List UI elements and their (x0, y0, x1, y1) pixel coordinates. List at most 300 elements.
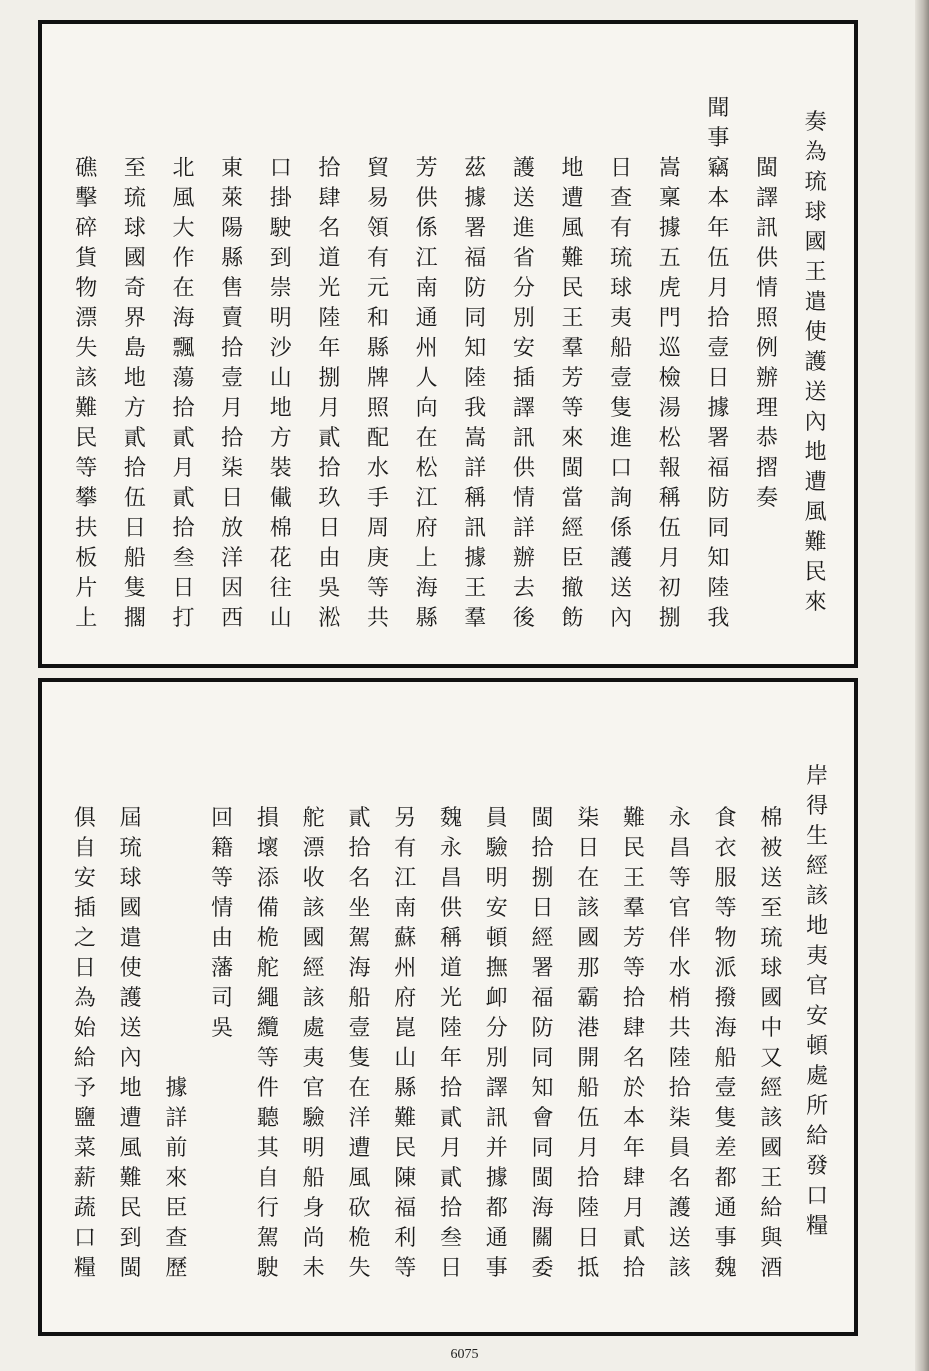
glyph: 安 (512, 336, 535, 361)
glyph: 日 (318, 516, 341, 541)
glyph: 羣 (464, 606, 487, 631)
glyph: 同 (707, 516, 730, 541)
text-column (208, 24, 257, 664)
glyph: 別 (485, 1046, 508, 1071)
text-column (548, 24, 597, 664)
glyph: 庚 (367, 546, 390, 571)
glyph: 署 (707, 426, 730, 451)
glyph: 署 (464, 216, 487, 241)
glyph: 等 (211, 866, 234, 891)
glyph: 摺 (756, 456, 779, 481)
glyph: 貳 (623, 1226, 646, 1251)
glyph: 壞 (256, 836, 279, 861)
glyph: 係 (415, 216, 438, 241)
glyph: 初 (658, 576, 681, 601)
glyph: 查 (610, 186, 633, 211)
glyph: 昌 (439, 866, 462, 891)
glyph: 竊 (707, 156, 730, 181)
glyph: 該 (806, 884, 829, 909)
glyph: 閩 (119, 1256, 142, 1281)
glyph: 船 (610, 336, 633, 361)
glyph: 駕 (348, 926, 371, 951)
glyph: 護 (668, 1196, 691, 1221)
glyph: 拾 (707, 306, 730, 331)
glyph: 始 (73, 1016, 96, 1041)
glyph: 報 (658, 456, 681, 481)
glyph: 等 (256, 1046, 279, 1071)
glyph: 失 (348, 1256, 371, 1281)
glyph: 聞 (707, 96, 730, 121)
glyph: 崇 (269, 276, 292, 301)
text-column (199, 682, 245, 1332)
glyph: 東 (221, 156, 244, 181)
text-column (428, 682, 474, 1332)
glyph: 福 (464, 246, 487, 271)
glyph: 自 (256, 1166, 279, 1191)
glyph: 海 (531, 1196, 554, 1221)
glyph: 官 (806, 974, 829, 999)
glyph: 人 (415, 366, 438, 391)
glyph: 查 (165, 1226, 188, 1251)
glyph: 纜 (256, 1016, 279, 1041)
glyph: 光 (439, 986, 462, 1011)
glyph: 詢 (610, 486, 633, 511)
glyph: 上 (75, 606, 98, 631)
glyph: 係 (610, 516, 633, 541)
glyph: 該 (577, 896, 600, 921)
glyph: 陸 (318, 306, 341, 331)
glyph: 名 (348, 866, 371, 891)
glyph: 貳 (172, 486, 195, 511)
glyph: 譯 (756, 186, 779, 211)
glyph: 海 (714, 1016, 737, 1041)
glyph: 球 (804, 200, 827, 225)
glyph: 方 (269, 426, 292, 451)
glyph: 地 (806, 914, 829, 939)
glyph: 縣 (221, 246, 244, 271)
glyph: 柒 (668, 1106, 691, 1131)
text-column (154, 682, 200, 1332)
glyph: 拾 (439, 1076, 462, 1101)
glyph: 陸 (577, 1196, 600, 1221)
glyph: 在 (172, 276, 195, 301)
glyph: 風 (172, 186, 195, 211)
glyph: 詳 (464, 456, 487, 481)
glyph: 年 (707, 216, 730, 241)
glyph: 貿 (367, 156, 390, 181)
glyph: 球 (123, 216, 146, 241)
glyph: 月 (658, 546, 681, 571)
glyph: 等 (668, 866, 691, 891)
glyph: 給 (760, 1196, 783, 1221)
glyph: 年 (623, 1136, 646, 1161)
glyph: 道 (439, 956, 462, 981)
glyph: 隻 (123, 576, 146, 601)
glyph: 藩 (211, 956, 234, 981)
glyph: 打 (172, 606, 195, 631)
glyph: 貳 (439, 1106, 462, 1131)
glyph: 得 (806, 794, 829, 819)
glyph: 當 (561, 486, 584, 511)
glyph: 民 (804, 560, 827, 585)
glyph: 稟 (658, 186, 681, 211)
glyph: 送 (760, 866, 783, 891)
glyph: 遣 (804, 290, 827, 315)
glyph: 糧 (806, 1214, 829, 1239)
memorial-panel-top (38, 20, 858, 668)
glyph: 我 (464, 396, 487, 421)
glyph: 收 (302, 866, 325, 891)
glyph: 縣 (367, 336, 390, 361)
glyph: 陸 (668, 1046, 691, 1071)
glyph: 該 (302, 896, 325, 921)
glyph: 籍 (211, 836, 234, 861)
glyph: 予 (73, 1076, 96, 1101)
glyph: 至 (123, 156, 146, 181)
glyph: 淞 (318, 606, 341, 631)
glyph: 日 (577, 1226, 600, 1251)
glyph: 陸 (464, 366, 487, 391)
glyph: 該 (302, 986, 325, 1011)
glyph: 處 (302, 1016, 325, 1041)
text-column (111, 24, 160, 664)
glyph: 拾 (172, 516, 195, 541)
glyph: 所 (806, 1094, 829, 1119)
text-column (451, 24, 500, 664)
text-column (337, 682, 383, 1332)
text-column (694, 24, 743, 664)
glyph: 江 (415, 486, 438, 511)
glyph: 崑 (394, 1016, 417, 1041)
glyph: 王 (561, 306, 584, 331)
glyph: 芳 (415, 156, 438, 181)
glyph: 海 (415, 576, 438, 601)
glyph: 球 (610, 276, 633, 301)
glyph: 內 (804, 410, 827, 435)
glyph: 五 (658, 246, 681, 271)
glyph: 難 (75, 396, 98, 421)
glyph: 州 (394, 956, 417, 981)
glyph: 臣 (165, 1196, 188, 1221)
glyph: 月 (623, 1196, 646, 1221)
text-column (108, 682, 154, 1332)
glyph: 門 (658, 306, 681, 331)
text-column (520, 682, 566, 1332)
glyph: 柒 (221, 456, 244, 481)
glyph: 貨 (75, 246, 98, 271)
glyph: 國 (760, 986, 783, 1011)
glyph: 閩 (756, 156, 779, 181)
glyph: 為 (73, 986, 96, 1011)
glyph: 護 (804, 350, 827, 375)
glyph: 琉 (123, 186, 146, 211)
glyph: 送 (804, 380, 827, 405)
glyph: 儎 (269, 486, 292, 511)
text-column (159, 24, 208, 664)
glyph: 歷 (165, 1256, 188, 1281)
glyph: 等 (714, 896, 737, 921)
text-column (611, 682, 657, 1332)
glyph: 道 (318, 246, 341, 271)
glyph: 領 (367, 216, 390, 241)
glyph: 安 (73, 866, 96, 891)
glyph: 據 (464, 546, 487, 571)
glyph: 給 (806, 1124, 829, 1149)
glyph: 奇 (123, 276, 146, 301)
glyph: 向 (415, 396, 438, 421)
glyph: 撤 (561, 576, 584, 601)
glyph: 蔬 (73, 1196, 96, 1221)
glyph: 日 (172, 576, 195, 601)
glyph: 司 (211, 986, 234, 1011)
glyph: 驗 (485, 836, 508, 861)
glyph: 譯 (512, 396, 535, 421)
glyph: 名 (318, 216, 341, 241)
glyph: 口 (269, 156, 292, 181)
glyph: 棉 (760, 806, 783, 831)
page-number: 6075 (450, 1347, 479, 1362)
glyph: 梢 (668, 986, 691, 1011)
text-columns-top (42, 24, 854, 664)
text-column (597, 24, 646, 664)
text-column (791, 24, 840, 664)
glyph: 訊 (756, 216, 779, 241)
glyph: 伍 (577, 1106, 600, 1131)
glyph: 防 (464, 276, 487, 301)
glyph: 去 (512, 576, 535, 601)
text-column (305, 24, 354, 664)
glyph: 該 (760, 1106, 783, 1131)
glyph: 經 (760, 1076, 783, 1101)
glyph: 前 (165, 1136, 188, 1161)
glyph: 關 (531, 1226, 554, 1251)
text-column (743, 24, 792, 664)
glyph: 府 (394, 986, 417, 1011)
glyph: 事 (485, 1256, 508, 1281)
glyph: 國 (119, 896, 142, 921)
glyph: 嵩 (658, 156, 681, 181)
glyph: 據 (658, 216, 681, 241)
glyph: 據 (165, 1076, 188, 1101)
glyph: 日 (707, 366, 730, 391)
glyph: 送 (119, 1016, 142, 1041)
glyph: 送 (512, 186, 535, 211)
glyph: 件 (256, 1076, 279, 1101)
glyph: 據 (707, 396, 730, 421)
glyph: 永 (439, 836, 462, 861)
glyph: 插 (73, 896, 96, 921)
glyph: 隻 (348, 1046, 371, 1071)
glyph: 王 (623, 866, 646, 891)
glyph: 日 (577, 836, 600, 861)
glyph: 尚 (302, 1226, 325, 1251)
glyph: 聽 (256, 1106, 279, 1131)
glyph (162, 1014, 190, 1044)
glyph: 琉 (610, 246, 633, 271)
glyph: 風 (804, 500, 827, 525)
glyph: 中 (760, 1016, 783, 1041)
glyph: 吳 (211, 1016, 234, 1041)
glyph: 供 (439, 896, 462, 921)
glyph: 陸 (439, 1016, 462, 1041)
glyph: 壹 (707, 336, 730, 361)
glyph: 護 (610, 546, 633, 571)
glyph: 昌 (668, 836, 691, 861)
text-column (402, 24, 451, 664)
glyph: 酒 (760, 1256, 783, 1281)
glyph: 名 (668, 1166, 691, 1191)
glyph: 舵 (256, 956, 279, 981)
glyph (162, 924, 190, 954)
glyph: 地 (123, 366, 146, 391)
glyph: 難 (623, 806, 646, 831)
glyph: 方 (123, 396, 146, 421)
glyph: 界 (123, 306, 146, 331)
glyph: 上 (415, 546, 438, 571)
glyph: 地 (119, 1076, 142, 1101)
glyph: 撥 (714, 986, 737, 1011)
glyph: 南 (415, 276, 438, 301)
glyph: 護 (119, 986, 142, 1011)
glyph: 壹 (610, 366, 633, 391)
glyph: 拾 (439, 1196, 462, 1221)
glyph: 貳 (123, 426, 146, 451)
glyph: 壹 (714, 1076, 737, 1101)
glyph: 漂 (302, 836, 325, 861)
glyph: 薪 (73, 1166, 96, 1191)
glyph: 船 (714, 1046, 737, 1071)
glyph: 船 (577, 1076, 600, 1101)
glyph: 壹 (221, 366, 244, 391)
glyph (162, 804, 190, 834)
text-column (748, 682, 794, 1332)
glyph: 供 (512, 456, 535, 481)
glyph: 難 (561, 246, 584, 271)
glyph: 事 (714, 1226, 737, 1251)
glyph: 國 (577, 926, 600, 951)
glyph: 詳 (165, 1106, 188, 1131)
text-column (62, 682, 108, 1332)
glyph: 琉 (760, 926, 783, 951)
glyph: 同 (464, 306, 487, 331)
glyph: 王 (804, 260, 827, 285)
glyph: 南 (394, 896, 417, 921)
glyph: 繩 (256, 986, 279, 1011)
glyph: 糧 (73, 1256, 96, 1281)
glyph: 周 (367, 516, 390, 541)
glyph: 屆 (119, 806, 142, 831)
glyph: 失 (75, 336, 98, 361)
glyph: 漂 (75, 306, 98, 331)
glyph: 日 (73, 956, 96, 981)
glyph (162, 954, 190, 984)
glyph: 在 (577, 866, 600, 891)
glyph: 作 (172, 246, 195, 271)
glyph: 經 (531, 926, 554, 951)
glyph: 派 (714, 956, 737, 981)
glyph: 國 (123, 246, 146, 271)
glyph: 送 (668, 1226, 691, 1251)
glyph: 府 (415, 516, 438, 541)
glyph: 損 (256, 806, 279, 831)
glyph: 處 (806, 1064, 829, 1089)
glyph: 等 (561, 396, 584, 421)
glyph: 知 (531, 1076, 554, 1101)
glyph: 月 (707, 276, 730, 301)
glyph: 元 (367, 276, 390, 301)
glyph: 進 (610, 426, 633, 451)
glyph: 其 (256, 1136, 279, 1161)
glyph: 遭 (561, 186, 584, 211)
glyph: 月 (439, 1136, 462, 1161)
glyph: 被 (760, 836, 783, 861)
glyph: 易 (367, 186, 390, 211)
glyph: 擊 (75, 186, 98, 211)
glyph: 閩 (561, 456, 584, 481)
glyph: 江 (415, 246, 438, 271)
text-columns-bottom (42, 682, 854, 1332)
glyph: 拾 (623, 1256, 646, 1281)
glyph: 情 (211, 896, 234, 921)
glyph: 奏 (804, 110, 827, 135)
glyph: 霸 (577, 986, 600, 1011)
glyph: 遭 (119, 1106, 142, 1131)
glyph: 陳 (394, 1166, 417, 1191)
glyph: 貳 (172, 426, 195, 451)
glyph: 日 (531, 896, 554, 921)
glyph: 理 (756, 396, 779, 421)
glyph: 內 (610, 606, 633, 631)
glyph: 松 (415, 456, 438, 481)
glyph: 國 (302, 926, 325, 951)
text-column (245, 682, 291, 1332)
glyph: 因 (221, 576, 244, 601)
glyph: 拾 (348, 836, 371, 861)
glyph: 難 (119, 1166, 142, 1191)
glyph: 同 (531, 1136, 554, 1161)
glyph: 板 (75, 546, 98, 571)
glyph: 日 (610, 156, 633, 181)
glyph: 風 (119, 1136, 142, 1161)
glyph: 知 (464, 336, 487, 361)
glyph: 發 (806, 1154, 829, 1179)
glyph: 和 (367, 306, 390, 331)
glyph: 水 (367, 456, 390, 481)
glyph: 我 (707, 606, 730, 631)
glyph: 掛 (269, 186, 292, 211)
glyph: 裝 (269, 456, 292, 481)
text-column (657, 682, 703, 1332)
text-column (794, 682, 840, 1332)
glyph: 另 (394, 806, 417, 831)
glyph: 羣 (623, 896, 646, 921)
glyph: 共 (367, 606, 390, 631)
glyph: 牌 (367, 366, 390, 391)
glyph: 拾 (531, 836, 554, 861)
glyph: 日 (439, 1256, 462, 1281)
glyph: 伍 (658, 516, 681, 541)
glyph: 防 (707, 486, 730, 511)
glyph: 俱 (73, 806, 96, 831)
glyph: 舵 (302, 806, 325, 831)
glyph: 插 (512, 366, 535, 391)
glyph: 同 (531, 1046, 554, 1071)
glyph: 地 (269, 396, 292, 421)
text-column (62, 24, 111, 664)
glyph: 伴 (668, 926, 691, 951)
glyph: 夷 (806, 944, 829, 969)
glyph: 蕩 (172, 366, 195, 391)
